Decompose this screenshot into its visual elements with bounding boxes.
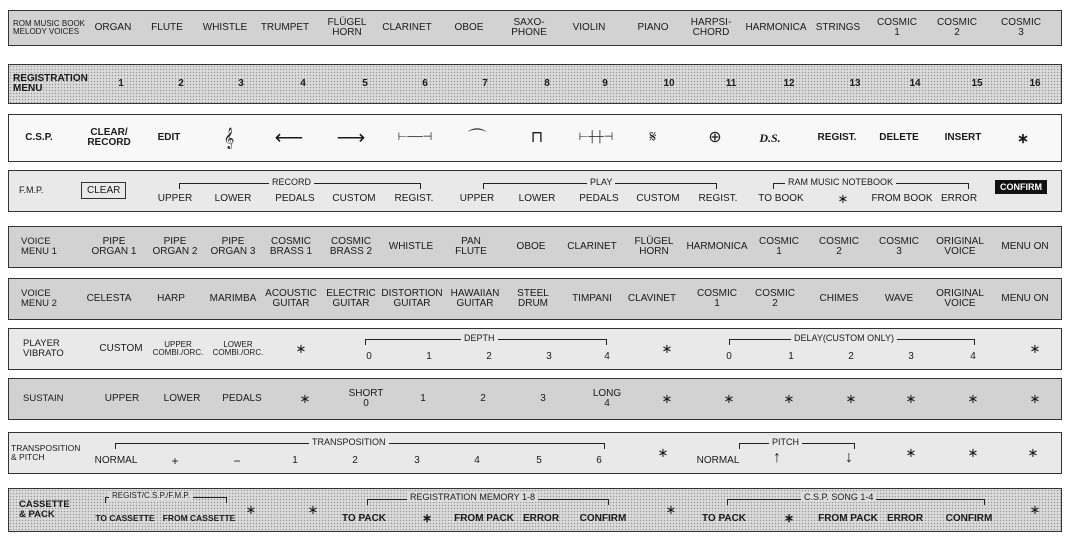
confirm-button[interactable]: CONFIRM — [945, 513, 993, 524]
delay-1-button[interactable]: 1 — [788, 351, 794, 362]
sustain-strip — [8, 378, 1062, 420]
edit-button[interactable]: EDIT — [157, 131, 181, 143]
voice-key[interactable]: STEEL DRUM — [517, 287, 549, 309]
treble-clef-icon[interactable]: 𝄞 — [223, 127, 235, 148]
delay-group-label: DELAY(CUSTOM ONLY) — [791, 333, 897, 343]
ds-button[interactable]: D.S. — [759, 130, 781, 145]
confirm-button[interactable]: CONFIRM — [995, 182, 1047, 193]
menu-on-button[interactable]: MENU ON — [1001, 292, 1049, 304]
voice-key[interactable]: COSMIC 2 — [937, 16, 977, 38]
registration-key[interactable]: 1 — [118, 77, 124, 89]
voice-key[interactable]: FLUTE — [151, 21, 183, 33]
row-label: TRANSPOSITION & PITCH — [11, 443, 81, 462]
asterisk-button[interactable]: ∗ — [1017, 129, 1029, 146]
registration-key[interactable]: 15 — [971, 77, 983, 89]
asterisk-button[interactable]: ∗ — [295, 341, 307, 357]
bracket-icon[interactable]: ⊓ — [530, 128, 544, 146]
transpose-6-button[interactable]: 6 — [596, 455, 602, 466]
voice-key[interactable]: COSMIC 1 — [697, 287, 737, 309]
error-button[interactable]: ERROR — [522, 513, 560, 524]
voice-key[interactable]: COSMIC 3 — [879, 235, 919, 257]
normal-button[interactable]: NORMAL — [94, 455, 138, 466]
voice-key[interactable]: CELESTA — [86, 292, 132, 304]
menu-on-button[interactable]: MENU ON — [1001, 240, 1049, 252]
csp-button[interactable]: C.S.P. — [25, 131, 53, 143]
asterisk-button[interactable]: ∗ — [661, 341, 673, 357]
player-vibrato-strip — [8, 328, 1062, 370]
error-button[interactable]: ERROR — [886, 513, 924, 524]
upper-button[interactable]: UPPER — [459, 193, 495, 204]
asterisk-button[interactable]: ∗ — [299, 391, 311, 407]
record-group-label: RECORD — [269, 177, 314, 187]
asterisk-button[interactable]: ∗ — [783, 391, 795, 407]
voice-key[interactable]: COSMIC 3 — [1001, 16, 1041, 38]
insert-button[interactable]: INSERT — [944, 131, 982, 143]
voice-key[interactable]: HARMONICA — [686, 240, 748, 252]
row-label: SUSTAIN — [23, 393, 64, 405]
regist-button[interactable]: REGIST. — [817, 131, 857, 143]
voice-key[interactable]: ACOUSTIC GUITAR — [265, 287, 317, 309]
asterisk-button[interactable]: ∗ — [421, 511, 433, 525]
asterisk-button[interactable]: ∗ — [661, 391, 673, 407]
registration-key[interactable]: 6 — [422, 77, 428, 89]
sustain-3-button[interactable]: 3 — [540, 392, 546, 404]
row-label: ROM MUSIC BOOK MELODY VOICES — [13, 18, 86, 36]
voice-key[interactable]: WAVE — [884, 292, 914, 304]
row-label: F.M.P. — [19, 185, 44, 196]
voice-key[interactable]: ELECTRIC GUITAR — [326, 287, 376, 309]
depth-3-button[interactable]: 3 — [546, 351, 552, 362]
error-button[interactable]: ERROR — [940, 193, 978, 204]
voice-key[interactable]: SAXO- PHONE — [511, 16, 547, 38]
voice-menu-2-strip — [8, 278, 1062, 320]
registration-key[interactable]: 14 — [909, 77, 921, 89]
registration-key[interactable]: 9 — [602, 77, 608, 89]
transpose-2-button[interactable]: 2 — [352, 455, 358, 466]
registration-key[interactable]: 7 — [482, 77, 488, 89]
registration-key[interactable]: 11 — [725, 77, 737, 89]
confirm-button[interactable]: CONFIRM — [579, 513, 627, 524]
from-pack-button[interactable]: FROM PACK — [454, 513, 514, 524]
voice-key[interactable]: ORIGINAL VOICE — [936, 235, 984, 257]
asterisk-button[interactable]: ∗ — [723, 391, 735, 407]
play-group-label: PLAY — [587, 177, 615, 187]
repeat-bar-icon[interactable]: ⊢──⊣ — [397, 131, 433, 144]
clear-button[interactable]: CLEAR — [81, 185, 126, 196]
asterisk-button[interactable]: ∗ — [245, 502, 257, 518]
registration-menu-strip — [8, 64, 1062, 104]
voice-key[interactable]: CLARINET — [567, 240, 617, 252]
voice-key[interactable]: MARIMBA — [209, 292, 257, 304]
to-pack-button[interactable]: TO PACK — [701, 513, 747, 524]
delete-button[interactable]: DELETE — [879, 131, 919, 143]
voice-key[interactable]: TRUMPET — [260, 21, 310, 33]
voice-key[interactable]: WHISTLE — [202, 21, 248, 33]
edit-toolbar-strip — [8, 114, 1062, 162]
sustain-2-button[interactable]: 2 — [480, 392, 486, 404]
row-label: VOICE MENU 2 — [21, 288, 57, 309]
transpose-4-button[interactable]: 4 — [474, 455, 480, 466]
transposition-pitch-strip — [8, 432, 1062, 474]
asterisk-button[interactable]: ∗ — [905, 445, 917, 461]
regist-button[interactable]: REGIST. — [698, 193, 738, 204]
voice-key[interactable]: DISTORTION GUITAR — [381, 287, 443, 309]
pedals-button[interactable]: PEDALS — [275, 193, 315, 204]
voice-key[interactable]: CLAVINET — [627, 292, 677, 304]
depth-4-button[interactable]: 4 — [604, 351, 610, 362]
fmp-group-label: REGIST/C.S.P./F.M.P. — [109, 491, 193, 500]
depth-2-button[interactable]: 2 — [486, 351, 492, 362]
arrow-right-icon[interactable]: ⟶ — [336, 126, 366, 149]
depth-1-button[interactable]: 1 — [426, 351, 432, 362]
upper-combi-button[interactable]: UPPER COMBI./ORC. — [152, 339, 204, 357]
cassette-pack-strip — [8, 488, 1062, 532]
clear-record-button[interactable]: CLEAR/ RECORD — [87, 126, 131, 148]
row-label: REGISTRATION MENU — [13, 72, 88, 94]
pitch-up-icon[interactable]: ↑ — [773, 449, 781, 466]
voice-key[interactable]: WHISTLE — [388, 240, 434, 252]
asterisk-button[interactable]: ∗ — [1029, 341, 1041, 357]
asterisk-button[interactable]: ∗ — [783, 511, 795, 525]
voice-key[interactable]: COSMIC BRASS 1 — [269, 235, 313, 257]
pitch-normal-button[interactable]: NORMAL — [696, 455, 740, 466]
row-label: VOICE MENU 1 — [21, 236, 57, 257]
voice-key[interactable]: COSMIC BRASS 2 — [329, 235, 373, 257]
registration-key[interactable]: 8 — [544, 77, 550, 89]
asterisk-button[interactable]: ∗ — [967, 445, 979, 461]
voice-key[interactable]: HAWAIIAN GUITAR — [450, 287, 500, 309]
asterisk-button[interactable]: ∗ — [845, 391, 857, 407]
voice-key[interactable]: FLÜGEL HORN — [327, 16, 367, 38]
long-4-button[interactable]: LONG 4 — [592, 387, 622, 409]
from-book-button[interactable]: FROM BOOK — [871, 193, 933, 204]
to-book-button[interactable]: TO BOOK — [758, 193, 804, 204]
voice-key[interactable]: COSMIC 2 — [755, 287, 795, 309]
delay-4-button[interactable]: 4 — [970, 351, 976, 362]
fmp-strip — [8, 170, 1062, 212]
short-0-button[interactable]: SHORT 0 — [348, 387, 384, 409]
pitch-down-icon[interactable]: ↓ — [845, 449, 853, 466]
registration-key[interactable]: 2 — [178, 77, 184, 89]
voice-key[interactable]: OBOE — [454, 21, 484, 33]
transposition-group-label: TRANSPOSITION — [309, 437, 389, 447]
delay-0-button[interactable]: 0 — [726, 351, 732, 362]
registration-key[interactable]: 10 — [663, 77, 675, 89]
transpose-5-button[interactable]: 5 — [536, 455, 542, 466]
lower-button[interactable]: LOWER — [163, 392, 201, 404]
upper-button[interactable]: UPPER — [157, 193, 193, 204]
custom-button[interactable]: CUSTOM — [99, 342, 143, 354]
voice-key[interactable]: OBOE — [516, 240, 546, 252]
from-cassette-button[interactable]: FROM CASSETTE — [162, 513, 236, 523]
arrow-left-icon[interactable]: ⟵ — [274, 126, 304, 149]
voice-key[interactable]: PIPE ORGAN 2 — [152, 235, 198, 257]
pitch-group-label: PITCH — [769, 437, 802, 447]
voice-key[interactable]: PAN FLUTE — [455, 235, 487, 257]
registration-key[interactable]: 3 — [238, 77, 244, 89]
voice-menu-1-strip — [8, 226, 1062, 268]
asterisk-button[interactable]: ∗ — [665, 502, 677, 518]
tie-icon[interactable]: ⌒ — [468, 127, 486, 148]
depth-group-label: DEPTH — [461, 333, 498, 343]
to-cassette-button[interactable]: TO CASSETTE — [95, 513, 155, 523]
rom-music-book-strip — [8, 10, 1062, 46]
segno-icon[interactable]: 𝄋 — [649, 128, 657, 146]
asterisk-button[interactable]: ∗ — [967, 391, 979, 407]
lower-button[interactable]: LOWER — [518, 193, 556, 204]
voice-key[interactable]: TIMPANI — [572, 292, 612, 304]
voice-key[interactable]: FLÜGEL HORN — [634, 235, 674, 257]
asterisk-button[interactable]: ∗ — [307, 502, 319, 518]
csp-song-group-label: C.S.P. SONG 1-4 — [801, 492, 876, 502]
transpose-1-button[interactable]: 1 — [292, 455, 298, 466]
voice-key[interactable]: COSMIC 2 — [819, 235, 859, 257]
delay-3-button[interactable]: 3 — [908, 351, 914, 362]
row-label: PLAYER VIBRATO — [23, 338, 64, 359]
voice-key[interactable]: HARP — [157, 292, 185, 304]
delay-2-button[interactable]: 2 — [848, 351, 854, 362]
sustain-1-button[interactable]: 1 — [420, 392, 426, 404]
asterisk-button[interactable]: ∗ — [1029, 391, 1041, 407]
coda-icon[interactable]: ⊕ — [708, 128, 722, 146]
asterisk-button[interactable]: ∗ — [657, 445, 669, 461]
upper-button[interactable]: UPPER — [104, 392, 140, 404]
voice-key[interactable]: COSMIC 1 — [759, 235, 799, 257]
voice-key[interactable]: COSMIC 1 — [877, 16, 917, 38]
measures-icon[interactable]: ⊢┼┼⊣ — [578, 131, 614, 144]
custom-button[interactable]: CUSTOM — [332, 193, 376, 204]
voice-key[interactable]: CLARINET — [382, 21, 432, 33]
registration-key[interactable]: 4 — [300, 77, 306, 89]
notebook-group-label: RAM MUSIC NOTEBOOK — [785, 177, 896, 187]
pedals-button[interactable]: PEDALS — [222, 392, 262, 404]
registration-key[interactable]: 5 — [362, 77, 368, 89]
plus-button[interactable]: + — [171, 454, 179, 468]
voice-key[interactable]: PIPE ORGAN 1 — [91, 235, 137, 257]
asterisk-button[interactable]: ∗ — [1027, 445, 1039, 461]
voice-key[interactable]: VIOLIN — [572, 21, 606, 33]
voice-key[interactable]: PIPE ORGAN 3 — [210, 235, 256, 257]
voice-key[interactable]: HARPSI- CHORD — [690, 16, 732, 38]
transpose-3-button[interactable]: 3 — [414, 455, 420, 466]
lower-combi-button[interactable]: LOWER COMBI./ORC. — [212, 339, 264, 357]
minus-button[interactable]: − — [233, 454, 241, 468]
from-pack-button[interactable]: FROM PACK — [818, 513, 878, 524]
lower-button[interactable]: LOWER — [214, 193, 252, 204]
to-pack-button[interactable]: TO PACK — [341, 513, 387, 524]
registration-key[interactable]: 12 — [783, 77, 795, 89]
voice-key[interactable]: STRINGS — [815, 21, 861, 33]
registration-memory-group-label: REGISTRATION MEMORY 1-8 — [407, 492, 538, 502]
voice-key[interactable]: HARMONICA — [745, 21, 807, 33]
row-label: CASSETTE & PACK — [19, 499, 70, 520]
voice-key[interactable]: ORIGINAL VOICE — [936, 287, 984, 309]
asterisk-button[interactable]: ∗ — [837, 191, 849, 206]
depth-0-button[interactable]: 0 — [366, 351, 372, 362]
asterisk-button[interactable]: ∗ — [905, 391, 917, 407]
asterisk-button[interactable]: ∗ — [1029, 502, 1041, 518]
voice-key[interactable]: CHIMES — [819, 292, 859, 304]
voice-key[interactable]: ORGAN — [94, 21, 132, 33]
regist-button[interactable]: REGIST. — [394, 193, 434, 204]
registration-key[interactable]: 16 — [1029, 77, 1041, 89]
registration-key[interactable]: 13 — [849, 77, 861, 89]
pedals-button[interactable]: PEDALS — [579, 193, 619, 204]
voice-key[interactable]: PIANO — [637, 21, 669, 33]
custom-button[interactable]: CUSTOM — [636, 193, 680, 204]
